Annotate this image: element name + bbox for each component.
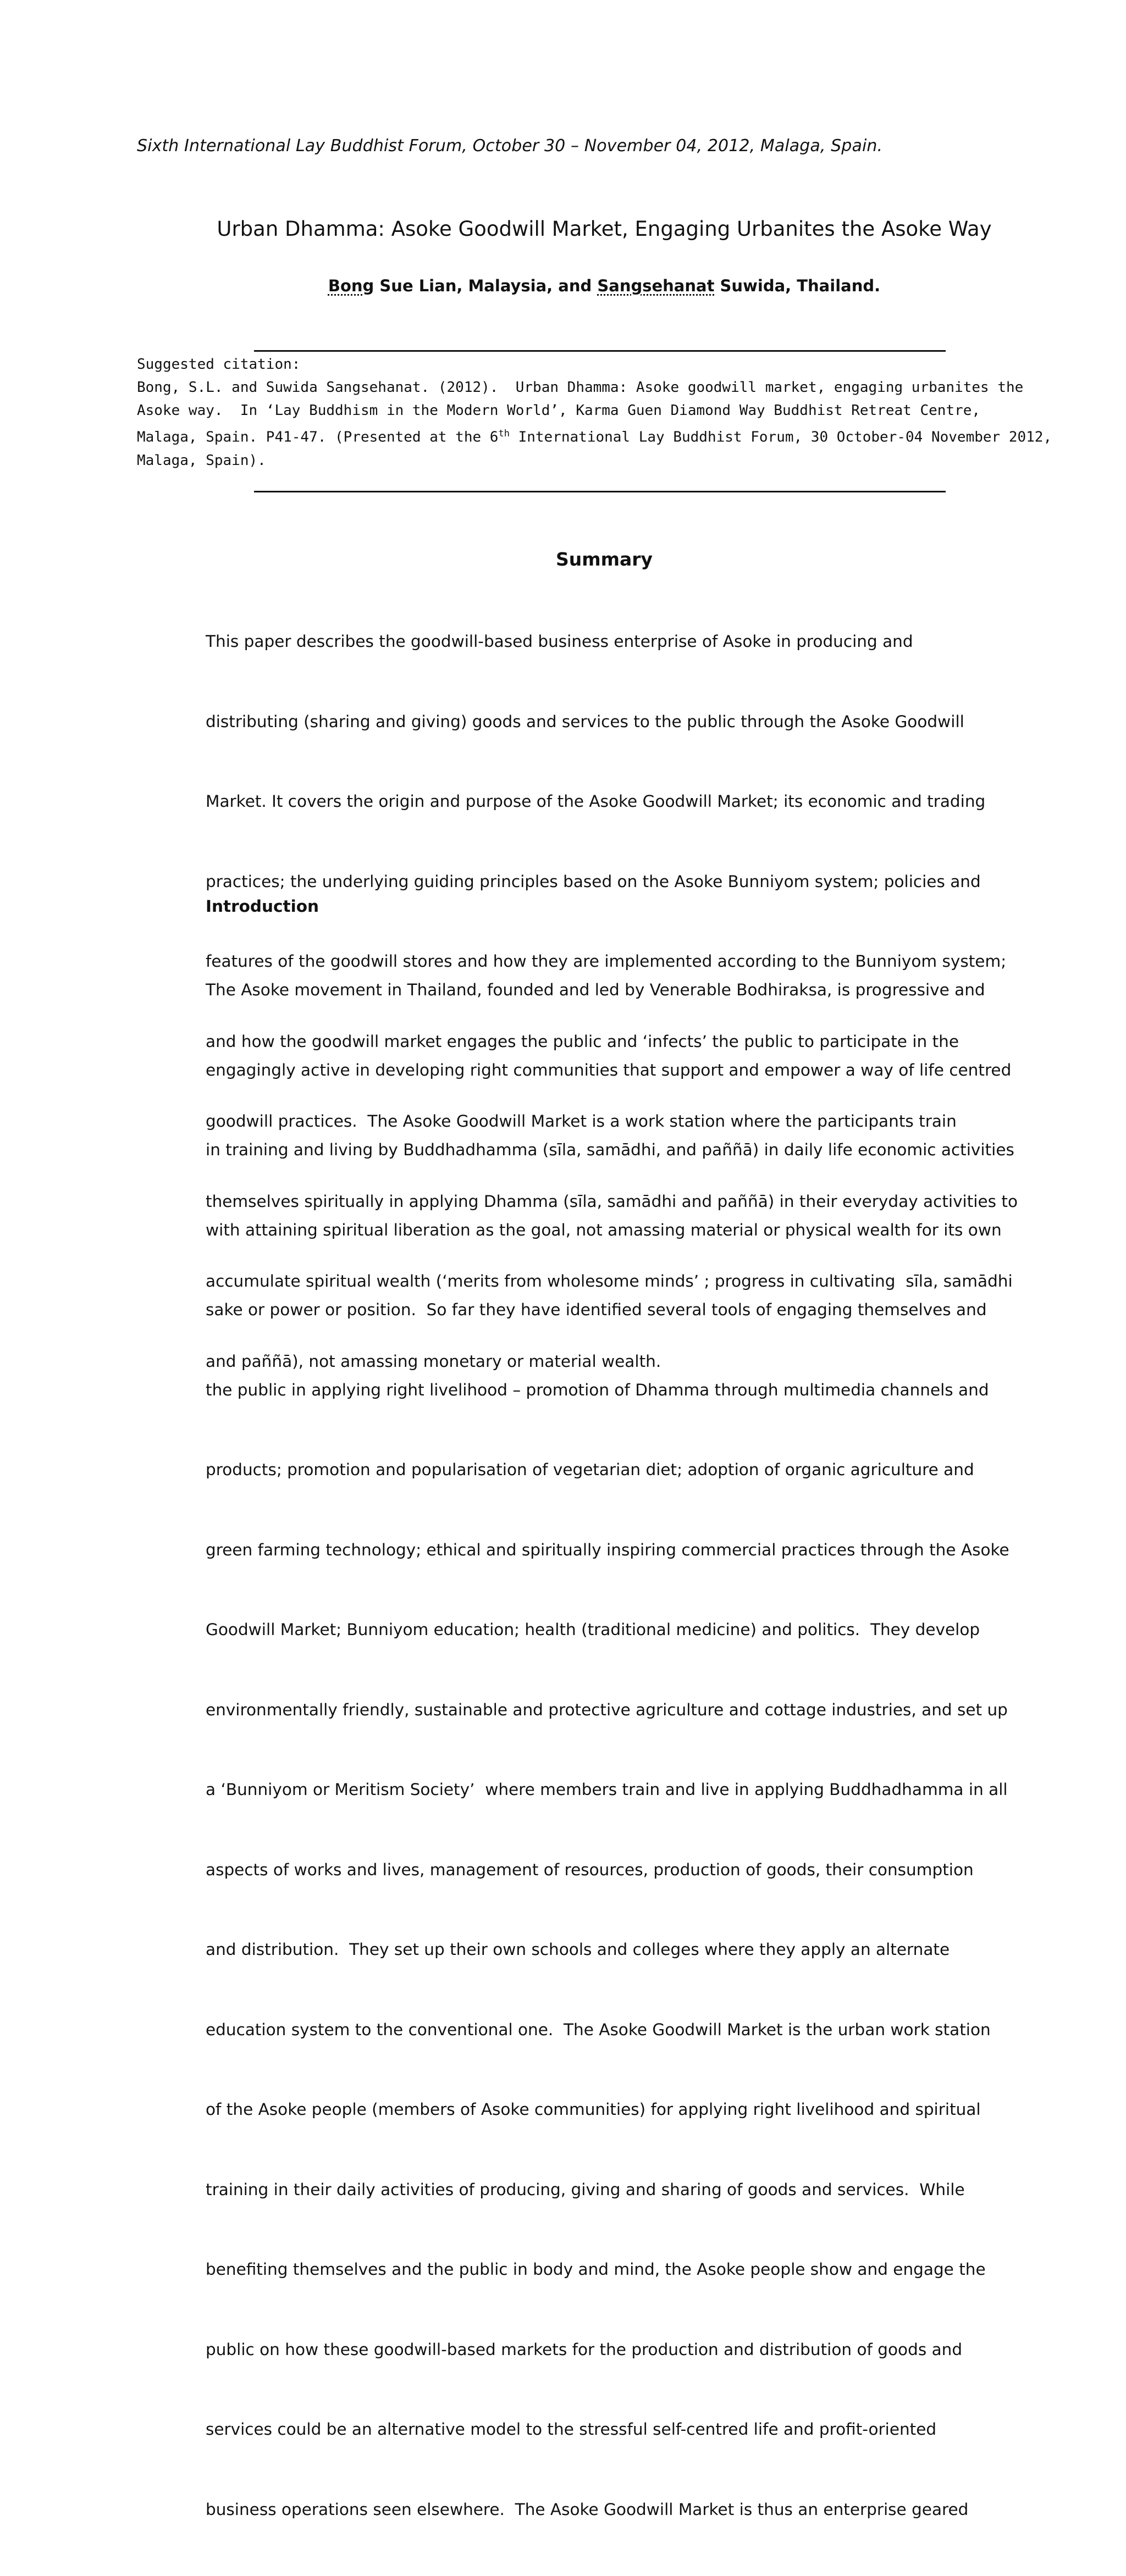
- summary-line: goodwill practices. The Asoke Goodwill Market is a work station where the participants train: [206, 1112, 957, 1131]
- summary-line: accumulate spiritual wealth (‘merits from wholesome minds’ ; progress in cultivating sīla, samādhi: [206, 1272, 1013, 1290]
- intro-line: environmentally friendly, sustainable and protective agriculture and cottage industries, and set up: [206, 1700, 1008, 1719]
- intro-line: green farming technology; ethical and spiritually inspiring commercial practices through the Asoke: [206, 1540, 1009, 1559]
- summary-line: themselves spiritually in applying Dhamma (sīla, samādhi and paññā) in their everyday activities to: [206, 1192, 1018, 1211]
- intro-line: education system to the conventional one. The Asoke Goodwill Market is the urban work station: [206, 2020, 991, 2039]
- author-surname-2: Sangsehanat: [597, 276, 715, 295]
- citation-line-part: Malaga, Spain. P41-47. (Presented at the 6: [137, 429, 499, 446]
- summary-line: and paññā), not amassing monetary or material wealth.: [206, 1351, 661, 1371]
- summary-line: and how the goodwill market engages the public and ‘infects’ the public to participate in the: [206, 1032, 959, 1051]
- summary-line: practices; the underlying guiding principles based on the Asoke Bunniyom system; policies and: [206, 872, 981, 891]
- intro-line: The Asoke movement in Thailand, founded and led by Venerable Bodhiraksa, is progressive and: [206, 980, 985, 999]
- citation-label: Suggested citation:: [137, 356, 301, 373]
- conference-header: Sixth International Lay Buddhist Forum, October 30 – November 04, 2012, Malaga, Spain.: [137, 136, 883, 156]
- intro-line: public on how these goodwill-based markets for the production and distribution of goods and: [206, 2340, 963, 2359]
- intro-line: benefiting themselves and the public in body and mind, the Asoke people show and engage the: [206, 2260, 986, 2279]
- author-line: [0, 276, 1126, 295]
- citation-block: [137, 353, 1052, 472]
- intro-line: training in their daily activities of producing, giving and sharing of goods and services. While: [206, 2180, 965, 2199]
- introduction-heading: Introduction: [206, 897, 319, 916]
- author-rest-1: Sue Lian, Malaysia, and: [374, 276, 598, 295]
- intro-line: of the Asoke people (members of Asoke communities) for applying right livelihood and spiritual: [206, 2100, 981, 2119]
- author-surname-1: Bong: [328, 276, 374, 295]
- citation-line: Asoke way. In ‘Lay Buddhism in the Modern World’, Karma Guen Diamond Way Buddhist Retreat Centre,: [137, 402, 981, 419]
- intro-line: aspects of works and lives, management of resources, production of goods, their consumption: [206, 1860, 974, 1879]
- summary-line: This paper describes the goodwill-based business enterprise of Asoke in producing and: [206, 632, 913, 651]
- summary-line: distributing (sharing and giving) goods and services to the public through the Asoke Goodwill: [206, 712, 964, 731]
- summary-line: features of the goodwill stores and how they are implemented according to the Bunniyom system;: [206, 952, 1007, 971]
- citation-line: [137, 422, 1052, 449]
- citation-line: Bong, S.L. and Suwida Sangsehanat. (2012). Urban Dhamma: Asoke goodwill market, engaging urbanites the: [137, 379, 1024, 396]
- summary-line: Market. It covers the origin and purpose of the Asoke Goodwill Market; its economic and trading: [206, 792, 986, 811]
- paper-title: Urban Dhamma: Asoke Goodwill Market, Engaging Urbanites the Asoke Way: [217, 217, 992, 241]
- introduction-paragraph: [206, 923, 1018, 2576]
- author-rest-2: Suwida, Thailand.: [714, 276, 881, 295]
- intro-line: sake or power or position. So far they have identified several tools of engaging themselves and: [206, 1300, 987, 1319]
- summary-heading: Summary: [555, 549, 653, 570]
- intro-line: business operations seen elsewhere. The Asoke Goodwill Market is thus an enterprise geared: [206, 2500, 969, 2519]
- intro-line: the public in applying right livelihood – promotion of Dhamma through multimedia channels and: [206, 1380, 989, 1399]
- ordinal-superscript: th: [498, 428, 510, 439]
- citation-line-part: International Lay Buddhist Forum, 30 October-04 November 2012,: [509, 429, 1052, 446]
- intro-line: products; promotion and popularisation of vegetarian diet; adoption of organic agriculture and: [206, 1460, 974, 1479]
- intro-line: a ‘Bunniyom or Meritism Society’ where members train and live in applying Buddhadhamma in all: [206, 1780, 1008, 1799]
- citation-top-rule: [254, 350, 946, 352]
- intro-line: Goodwill Market; Bunniyom education; health (traditional medicine) and politics. They develop: [206, 1620, 980, 1639]
- citation-bottom-rule: [254, 491, 946, 492]
- intro-line: and distribution. They set up their own schools and colleges where they apply an alternate: [206, 1940, 950, 1959]
- intro-line: services could be an alternative model to the stressful self-centred life and profit-oriented: [206, 2420, 937, 2439]
- intro-line: with attaining spiritual liberation as the goal, not amassing material or physical wealth for its own: [206, 1220, 1002, 1239]
- intro-line: engagingly active in developing right communities that support and empower a way of life centred: [206, 1060, 1012, 1079]
- citation-line: Malaga, Spain).: [137, 452, 266, 469]
- intro-line: in training and living by Buddhadhamma (sīla, samādhi, and paññā) in daily life economic activities: [206, 1140, 1014, 1159]
